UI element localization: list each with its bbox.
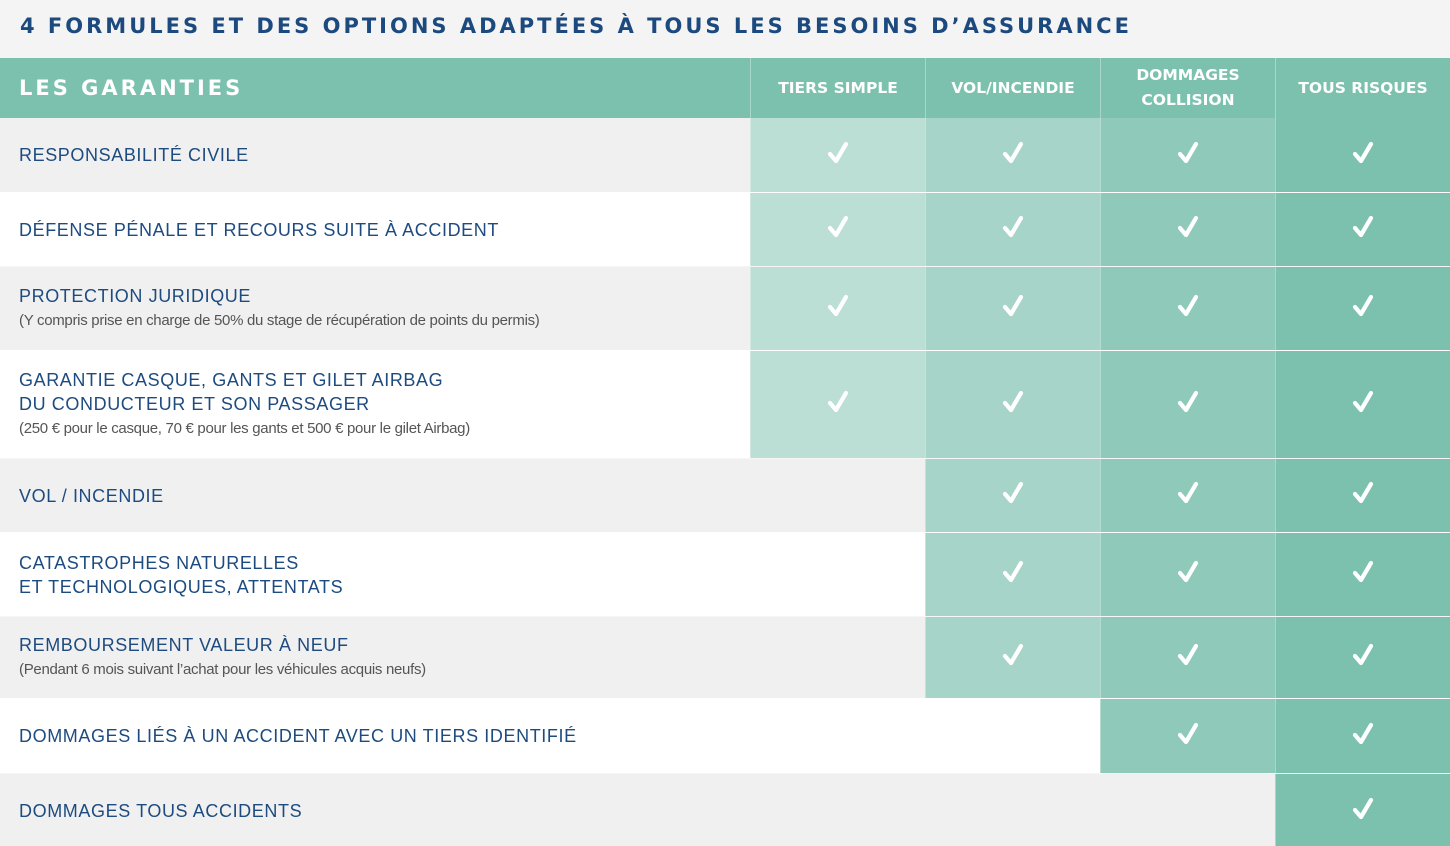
column-header-label: TOUS RISQUES xyxy=(1298,78,1428,97)
cell-tous-risques xyxy=(1275,699,1450,773)
check-icon xyxy=(1349,388,1377,421)
column-header-label: VOL/INCENDIE xyxy=(951,78,1075,97)
check-icon xyxy=(1174,292,1202,325)
cell-dommages-collision xyxy=(1100,193,1275,266)
row-title: GARANTIE CASQUE, GANTS ET GILET AIRBAG xyxy=(19,369,444,390)
row-title: ET TECHNOLOGIQUES, ATTENTATS xyxy=(19,576,344,597)
check-icon xyxy=(999,213,1027,246)
check-icon xyxy=(1174,479,1202,512)
row-label xyxy=(0,459,750,532)
cell-tous-risques xyxy=(1275,459,1450,532)
header-label: LES GARANTIES xyxy=(19,76,244,100)
row-label xyxy=(0,267,750,350)
cell-tiers-simple xyxy=(750,617,925,698)
table-row xyxy=(0,773,1450,846)
cell-tiers-simple xyxy=(750,351,925,458)
check-icon xyxy=(1174,558,1202,591)
table-body xyxy=(0,118,1450,846)
check-icon xyxy=(1174,388,1202,421)
row-title: DU CONDUCTEUR ET SON PASSAGER xyxy=(19,393,370,414)
table-row xyxy=(0,532,1450,616)
check-icon xyxy=(999,558,1027,591)
check-icon xyxy=(1349,292,1377,325)
cell-tiers-simple xyxy=(750,774,925,846)
column-header-vol-incendie xyxy=(925,58,1100,118)
column-header-label: TIERS SIMPLE xyxy=(778,78,898,97)
check-icon xyxy=(824,292,852,325)
column-header-tous-risques xyxy=(1275,58,1450,118)
row-label xyxy=(0,774,750,846)
table-row xyxy=(0,616,1450,698)
check-icon xyxy=(1349,139,1377,172)
cell-dommages-collision xyxy=(1100,699,1275,773)
cell-tous-risques xyxy=(1275,774,1450,846)
cell-dommages-collision xyxy=(1100,617,1275,698)
cell-vol-incendie xyxy=(925,774,1100,846)
row-subtitle: (Y compris prise en charge de 50% du stage de récupération de points du permis) xyxy=(19,311,540,329)
table-row xyxy=(0,266,1450,350)
row-label xyxy=(0,533,750,616)
row-title: REMBOURSEMENT VALEUR À NEUF xyxy=(19,634,349,655)
row-subtitle: (250 € pour le casque, 70 € pour les gants et 500 € pour le gilet Airbag) xyxy=(19,419,470,437)
page-title: 4 FORMULES ET DES OPTIONS ADAPTÉES À TOUS LES BESOINS D’ASSURANCE xyxy=(20,14,1132,38)
column-header-line: COLLISION xyxy=(1141,91,1235,109)
check-icon xyxy=(1349,641,1377,674)
cell-dommages-collision xyxy=(1100,774,1275,846)
cell-dommages-collision xyxy=(1100,351,1275,458)
check-icon xyxy=(824,213,852,246)
cell-tous-risques xyxy=(1275,267,1450,350)
check-icon xyxy=(1174,139,1202,172)
cell-tous-risques xyxy=(1275,533,1450,616)
cell-vol-incendie xyxy=(925,267,1100,350)
check-icon xyxy=(1174,720,1202,753)
check-icon xyxy=(1349,795,1377,828)
cell-vol-incendie xyxy=(925,617,1100,698)
cell-tiers-simple xyxy=(750,118,925,192)
row-title: DOMMAGES LIÉS À UN ACCIDENT AVEC UN TIERS IDENTIFIÉ xyxy=(19,726,577,746)
cell-dommages-collision xyxy=(1100,459,1275,532)
coverage-table xyxy=(0,58,1450,846)
column-header-label xyxy=(1136,63,1239,113)
check-icon xyxy=(999,139,1027,172)
check-icon xyxy=(1174,641,1202,674)
table-row xyxy=(0,118,1450,192)
check-icon xyxy=(999,388,1027,421)
cell-dommages-collision xyxy=(1100,118,1275,192)
row-label xyxy=(0,193,750,266)
check-icon xyxy=(824,139,852,172)
cell-vol-incendie xyxy=(925,351,1100,458)
row-title: DOMMAGES TOUS ACCIDENTS xyxy=(19,801,303,821)
table-row xyxy=(0,698,1450,773)
cell-vol-incendie xyxy=(925,699,1100,773)
row-title: CATASTROPHES NATURELLES xyxy=(19,552,299,573)
cell-tiers-simple xyxy=(750,267,925,350)
row-title: DÉFENSE PÉNALE ET RECOURS SUITE À ACCIDENT xyxy=(19,219,499,240)
cell-tiers-simple xyxy=(750,699,925,773)
cell-tous-risques xyxy=(1275,617,1450,698)
cell-tous-risques xyxy=(1275,118,1450,192)
row-label xyxy=(0,351,750,458)
check-icon xyxy=(1349,720,1377,753)
cell-tiers-simple xyxy=(750,533,925,616)
table-row xyxy=(0,458,1450,532)
row-title: PROTECTION JURIDIQUE xyxy=(19,285,252,306)
check-icon xyxy=(999,479,1027,512)
column-header-tiers-simple xyxy=(750,58,925,118)
check-icon xyxy=(824,388,852,421)
row-label xyxy=(0,699,750,773)
table-row xyxy=(0,350,1450,458)
cell-tous-risques xyxy=(1275,193,1450,266)
row-title: RESPONSABILITÉ CIVILE xyxy=(19,145,249,165)
cell-dommages-collision xyxy=(1100,267,1275,350)
cell-vol-incendie xyxy=(925,193,1100,266)
check-icon xyxy=(1349,479,1377,512)
cell-dommages-collision xyxy=(1100,533,1275,616)
column-header-line: DOMMAGES xyxy=(1136,66,1240,84)
table-row xyxy=(0,192,1450,266)
cell-vol-incendie xyxy=(925,118,1100,192)
cell-tiers-simple xyxy=(750,459,925,532)
check-icon xyxy=(999,641,1027,674)
row-label xyxy=(0,617,750,698)
cell-tiers-simple xyxy=(750,193,925,266)
cell-vol-incendie xyxy=(925,533,1100,616)
row-label xyxy=(0,118,750,192)
check-icon xyxy=(1174,213,1202,246)
check-icon xyxy=(1349,213,1377,246)
row-subtitle: (Pendant 6 mois suivant l’achat pour les véhicules acquis neufs) xyxy=(19,660,426,678)
cell-vol-incendie xyxy=(925,459,1100,532)
row-title: VOL / INCENDIE xyxy=(19,485,164,506)
check-icon xyxy=(999,292,1027,325)
column-header-dommages-collision xyxy=(1100,58,1275,118)
cell-tous-risques xyxy=(1275,351,1450,458)
table-header xyxy=(0,58,1450,118)
check-icon xyxy=(1349,558,1377,591)
